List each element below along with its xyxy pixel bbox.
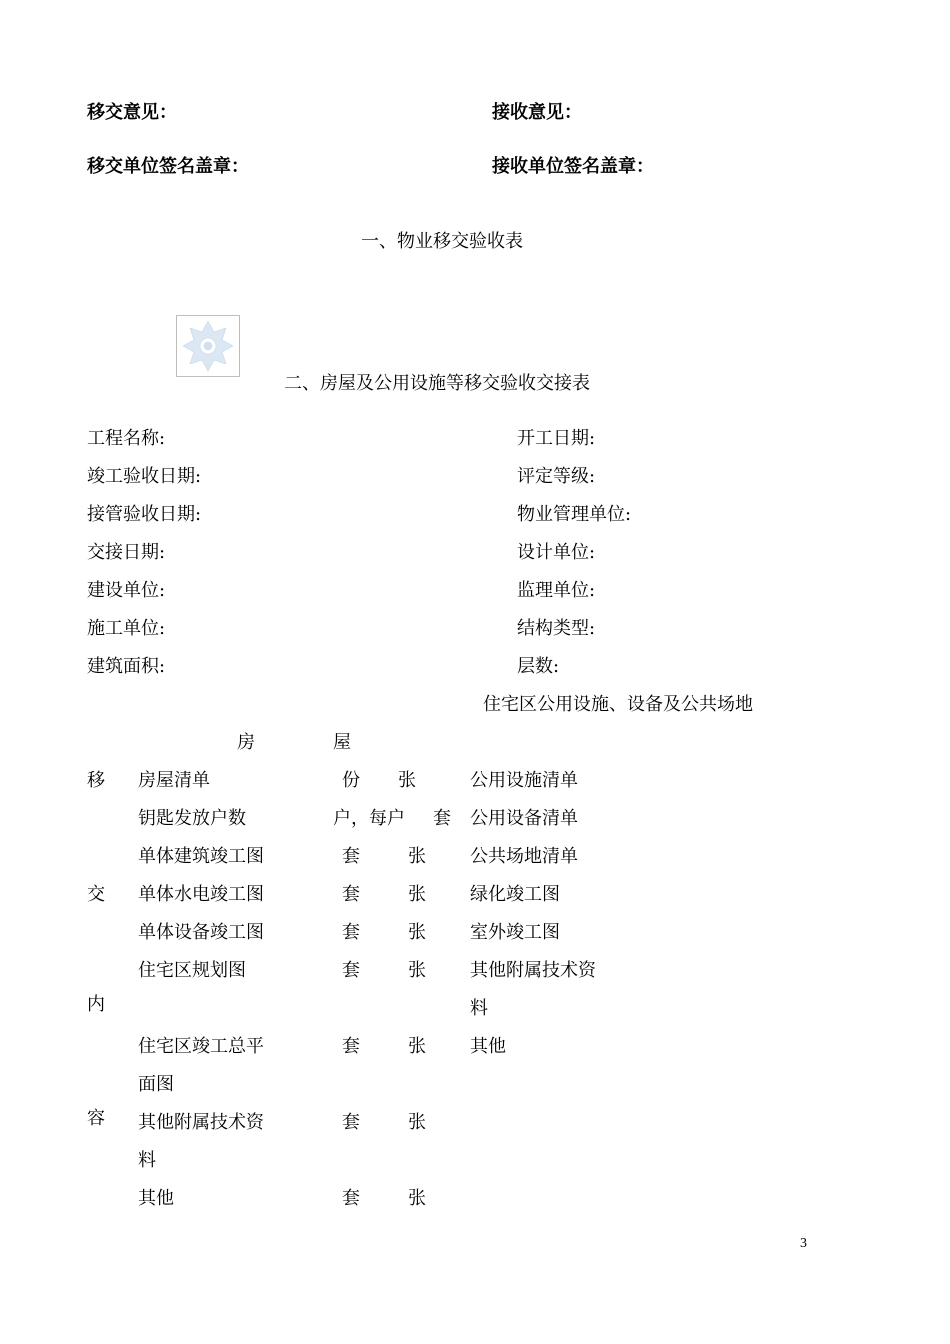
side-label-char: 移 — [87, 770, 105, 791]
unit-label: 份 — [342, 770, 360, 791]
receive-sign-label: 接收单位签名盖章： — [492, 156, 654, 177]
unit-label: 张 — [408, 960, 426, 981]
unit-label: 套 — [342, 1112, 360, 1133]
house-item: 料 — [138, 1150, 156, 1171]
public-item: 室外竣工图 — [470, 922, 560, 943]
completion-acceptance-date-label: 竣工验收日期: — [87, 466, 202, 487]
public-item: 料 — [470, 998, 488, 1019]
unit-label: 套 — [342, 922, 360, 943]
side-label-char: 交 — [87, 884, 105, 905]
public-item: 公用设施清单 — [470, 770, 578, 791]
house-item: 住宅区规划图 — [138, 960, 246, 981]
transfer-sign-label: 移交单位签名盖章： — [87, 156, 249, 177]
floors-label: 层数: — [517, 656, 560, 677]
house-item: 单体设备竣工图 — [138, 922, 264, 943]
unit-label: 套 — [342, 884, 360, 905]
receive-opinion-label: 接收意见： — [492, 102, 582, 123]
public-item: 其他附属技术资 — [470, 960, 596, 981]
unit-label: 张 — [408, 1036, 426, 1057]
contractor-label: 施工单位: — [87, 618, 166, 639]
page-number: 3 — [800, 1236, 807, 1251]
unit-label: 户，每户 — [333, 808, 405, 829]
house-header-char1: 房 — [237, 732, 255, 753]
start-date-label: 开工日期: — [517, 428, 596, 449]
handover-date-label: 交接日期: — [87, 542, 166, 563]
house-item: 房屋清单 — [138, 770, 210, 791]
side-label-char: 内 — [87, 994, 105, 1015]
unit-label: 套 — [342, 846, 360, 867]
public-facilities-header: 住宅区公用设施、设备及公共场地 — [483, 694, 753, 715]
public-item: 绿化竣工图 — [470, 884, 560, 905]
unit-label: 套 — [342, 960, 360, 981]
unit-label: 套 — [342, 1036, 360, 1057]
public-item: 其他 — [470, 1036, 506, 1057]
public-item: 公共场地清单 — [470, 846, 578, 867]
transfer-opinion-label: 移交意见： — [87, 102, 177, 123]
design-unit-label: 设计单位: — [517, 542, 596, 563]
section1-title: 一、物业移交验收表 — [361, 231, 523, 252]
structure-type-label: 结构类型: — [517, 618, 596, 639]
rating-grade-label: 评定等级: — [517, 466, 596, 487]
unit-label: 张 — [408, 1112, 426, 1133]
building-area-label: 建筑面积: — [87, 656, 166, 677]
takeover-acceptance-date-label: 接管验收日期: — [87, 504, 202, 525]
property-management-label: 物业管理单位: — [517, 504, 632, 525]
unit-label: 张 — [408, 884, 426, 905]
house-item: 其他 — [138, 1188, 174, 1209]
unit-label: 张 — [408, 1188, 426, 1209]
house-header-char2: 屋 — [333, 732, 351, 753]
unit-label: 张 — [398, 770, 416, 791]
emblem-logo — [176, 315, 240, 377]
house-item: 其他附属技术资 — [138, 1112, 264, 1133]
house-item: 单体水电竣工图 — [138, 884, 264, 905]
developer-label: 建设单位: — [87, 580, 166, 601]
house-item: 住宅区竣工总平 — [138, 1036, 264, 1057]
unit-label: 套 — [433, 808, 451, 829]
house-item: 单体建筑竣工图 — [138, 846, 264, 867]
side-label-char: 容 — [87, 1108, 105, 1129]
public-item: 公用设备清单 — [470, 808, 578, 829]
unit-label: 张 — [408, 922, 426, 943]
unit-label: 张 — [408, 846, 426, 867]
unit-label: 套 — [342, 1188, 360, 1209]
section2-title: 二、房屋及公用设施等移交验收交接表 — [284, 373, 590, 394]
house-item: 钥匙发放户数 — [138, 808, 246, 829]
supervision-unit-label: 监理单位: — [517, 580, 596, 601]
house-item: 面图 — [138, 1074, 174, 1095]
project-name-label: 工程名称: — [87, 428, 166, 449]
